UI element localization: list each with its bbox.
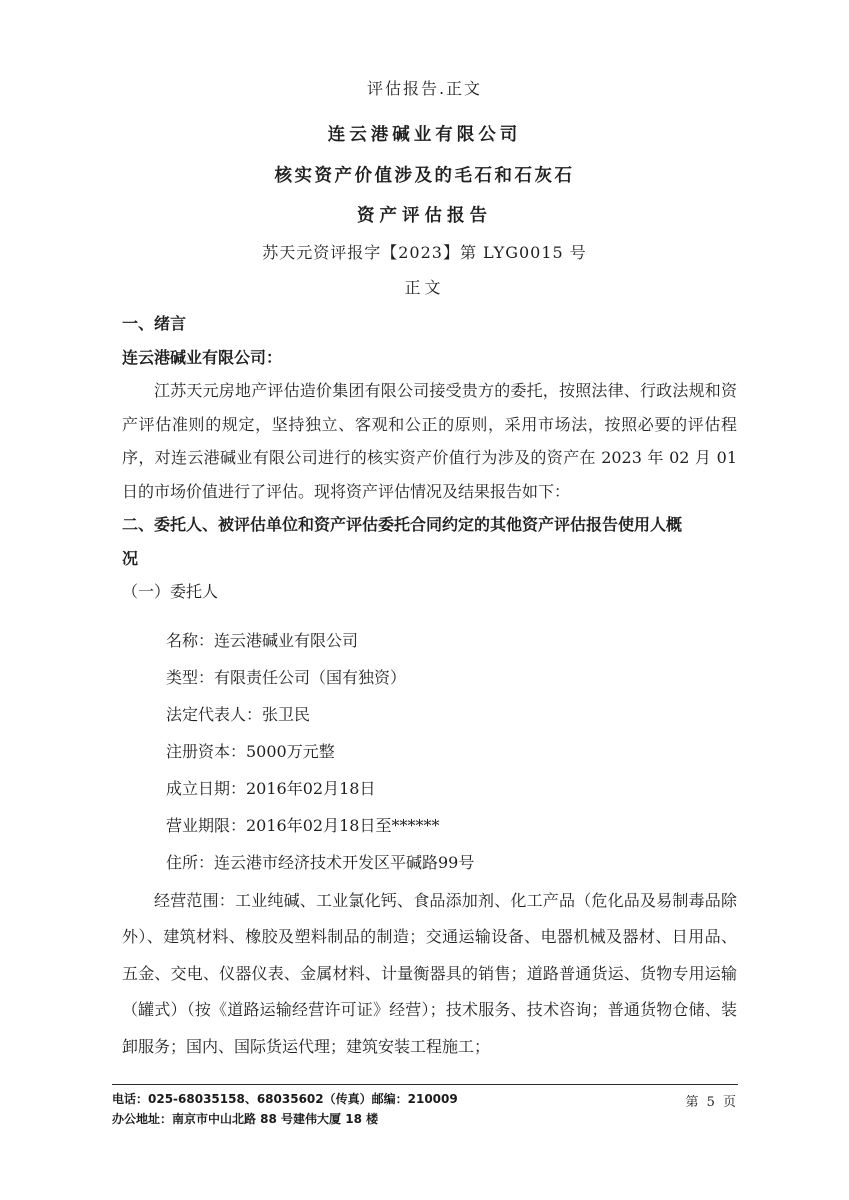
main-text-label: 正文 xyxy=(404,278,445,297)
business-scope-paragraph: 经营范围：工业纯碱、工业氯化钙、食品添加剂、化工产品（危化品及易制毒品除外）、建筑材料、橡胶及塑料制品的制造；交通运输设备、电器机械及器材、日用品、五金、交电、仪器仪表、金属材料、计量衡器具的销售；道路普通货运、货物专用运输（罐式）（按《道路运输经营许可证》经营）；技术服务、技术咨询；普通货物仓储、装卸服务；国内、国际货运代理；建筑安装工程施工； xyxy=(122,890,737,1056)
intro-paragraph: 江苏天元房地产评估造价集团有限公司接受贵方的委托，按照法律、行政法规和资产评估准则的规定，坚持独立、客观和公正的原则，采用市场法，按照必要的评估程序，对连云港碱业有限公司进行的核实资产价值行为涉及的资产在 2023 年 02 月 01 日的市场价值进行了评估。现将资产评估情况及结果报告如下： xyxy=(122,381,737,501)
footer-address-line: 办公地址：南京市中山北路 88 号建伟大厦 18 楼 xyxy=(112,1112,379,1126)
client-detail-address: 住所：连云港市经济技术开发区平碱路99号 xyxy=(166,852,475,872)
subsection-heading-client: （一）委托人 xyxy=(122,582,219,601)
doc-header-label: 评估报告.正文 xyxy=(366,79,483,98)
client-detail-business-term: 营业期限：2016年02月18日至****** xyxy=(166,815,440,835)
report-title-line-3: 资产评估报告 xyxy=(357,206,492,226)
client-detail-name: 名称：连云港碱业有限公司 xyxy=(166,630,359,650)
footer-phone-line: 电话：025-68035158、68035602（传真）邮编：210009 xyxy=(112,1092,458,1106)
report-title-line-2: 核实资产价值涉及的毛石和石灰石 xyxy=(274,166,575,186)
footer-contact-block xyxy=(112,1089,458,1129)
salutation-line: 连云港碱业有限公司： xyxy=(122,347,283,367)
section-2-heading-line-1: 二、委托人、被评估单位和资产评估委托合同约定的其他资产评估报告使用人概 xyxy=(122,515,683,534)
client-details-block xyxy=(166,622,737,881)
page-number: 第 5 页 xyxy=(685,1095,738,1110)
report-title-line-1: 连云港碱业有限公司 xyxy=(327,125,522,145)
client-detail-establishment-date: 成立日期：2016年02月18日 xyxy=(166,778,376,798)
doc-reference-number: 苏天元资评报字【2023】第 LYG0015 号 xyxy=(262,243,587,262)
client-detail-legal-representative: 法定代表人：张卫民 xyxy=(166,704,311,724)
client-detail-type: 类型：有限责任公司（国有独资） xyxy=(166,667,407,687)
section-1-heading: 一、绪言 xyxy=(122,314,187,333)
client-detail-registered-capital: 注册资本：5000万元整 xyxy=(166,741,335,761)
document-body xyxy=(122,307,737,1065)
page-footer xyxy=(112,1084,738,1129)
section-2-heading-line-2: 况 xyxy=(122,548,139,568)
